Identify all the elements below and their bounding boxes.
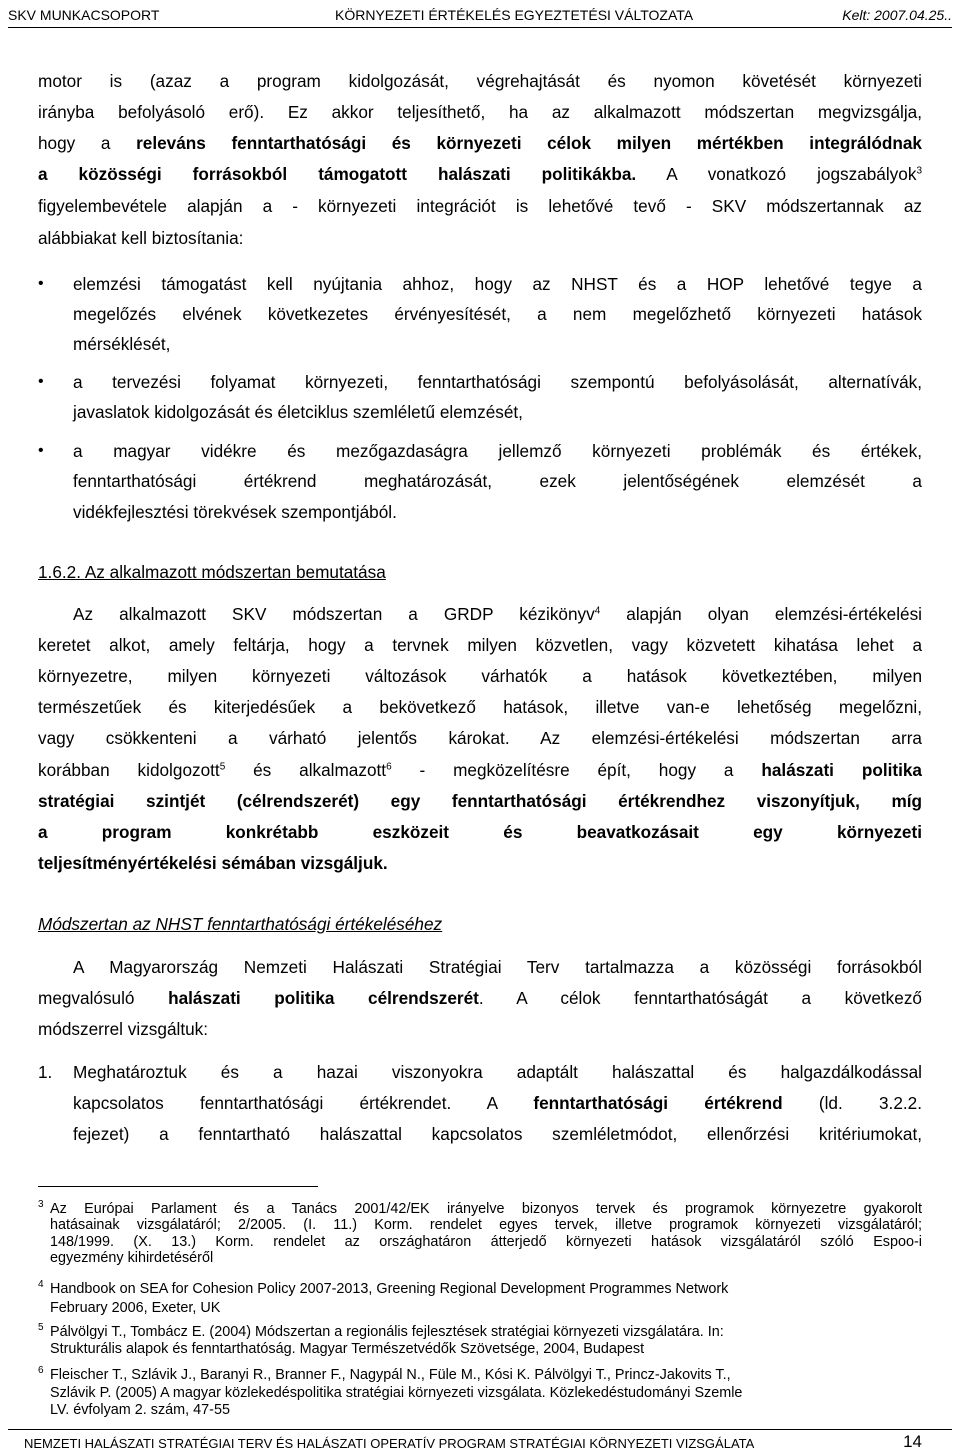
bullet-3-line-1: a magyar vidékre és mezőgazdaságra jellemző környezeti problémák és értékek,	[73, 441, 922, 461]
p2-line-9: teljesítményértékelési sémában vizsgáljuk.	[38, 853, 388, 873]
p3-line-3: módszerrel vizsgáltuk:	[38, 1019, 209, 1039]
item1-line-3: fejezet) a fenntartható halászattal kapcsolatos szemléletmódot, ellenőrzési kritériumokat,	[73, 1124, 922, 1144]
p3-line-2: megvalósuló halászati politika célrendszerét. A célok fenntarthatóságát a következő	[38, 988, 922, 1008]
footer-divider	[8, 1429, 952, 1430]
p1-line-2: irányba befolyásoló erő). Ez akkor teljesíthető, ha az alkalmazott módszertan megvizsgálja,	[38, 102, 922, 122]
footer-title: NEMZETI HALÁSZATI STRATÉGIAI TERV ÉS HALÁSZATI OPERATÍV PROGRAM STRATÉGIAI KÖRNYEZETI VIZSGÁLATA	[24, 1436, 755, 1451]
p1-line-3: hogy a releváns fenntarthatósági és környezeti célok milyen mértékben integrálódnak	[38, 133, 922, 153]
page-header	[8, 6, 952, 28]
p2-line-4: természetűek és kiterjedésűek a bekövetkező hatások, illetve van-e lehetőség megelőzni,	[38, 697, 922, 717]
item1-line-1: Meghatároztuk és a hazai viszonyokra adaptált halászattal és halgazdálkodással	[73, 1062, 922, 1082]
header-divider	[8, 27, 952, 28]
p1-line-4: a közösségi forrásokból támogatott halászati politikákba. A vonatkozó jogszabályok$^3$	[38, 164, 922, 184]
footnote-5: 5 Pálvölgyi T., Tombácz E. (2004) Módszertan a regionális fejlesztések stratégiai környezeti vizsgálatára. In: Strukturális alapok és fenntarthatóság. Magyar Természetvédők Szövetsége, 2004, Budapest	[38, 1322, 724, 1357]
p1-line-5: figyelembevétele alapján a - környezeti integrációt is lehetővé tevő - SKV módszertannak az	[38, 196, 922, 216]
bullet-1-line-1: elemzési támogatást kell nyújtania ahhoz, hogy az NHST és a HOP lehetővé tegye a	[73, 274, 922, 294]
footnote-3: 3 Az Európai Parlament és a Tanács 2001/42/EK irányelve bizonyos tervek és programok környezetre gyakorolt hatásainak vizsgálatáról; 2/2005. (I. 11.) Korm. rendelet egyes tervek, illetve programok környezeti vizsgálatáról; 148/1999. (X. 13.) Korm. rendelet az országhatáron átterjedő környezeti hatások vizsgálatáról szóló Espoo-i egyezmény kihirdetéséről	[38, 1199, 922, 1266]
item1-line-2: kapcsolatos fenntarthatósági értékrendet. A fenntarthatósági értékrend (ld. 3.2.2.	[73, 1093, 923, 1113]
bullet-1-line-2: megelőzés elvének következetes érvényesítését, a nem megelőzhető környezeti hatások	[73, 304, 922, 324]
section-heading: 1.6.2. Az alkalmazott módszertan bemutatása	[38, 562, 386, 582]
footnote-4: 4 Handbook on SEA for Cohesion Policy 2007-2013, Greening Regional Development Programmes Network February 2006, Exeter, UK	[38, 1279, 729, 1316]
p2-line-6: korábban kidolgozott$^5$ és alkalmazott$^6$ - megközelítésre épít, hogy a halászati politika	[38, 760, 922, 780]
p2-line-3: környezetre, milyen környezeti változások várhatók a hatások következtében, milyen	[38, 666, 922, 686]
bullet-1-line-3: mérséklését,	[73, 334, 171, 354]
bullet-dot: •	[38, 275, 44, 292]
p3-line-1: A Magyarország Nemzeti Halászati Stratégiai Terv tartalmazza a közösségi forrásokból	[73, 957, 922, 977]
footnote-divider	[38, 1186, 318, 1187]
bullet-3-line-2: fenntarthatósági értékrend meghatározását, ezek jelentőségének elemzését a	[73, 471, 922, 491]
header-left: SKV MUNKACSOPORT	[8, 7, 160, 23]
bullet-2-line-2: javaslatok kidolgozását és életciklus szemléletű elemzését,	[73, 402, 523, 422]
p2-line-7: stratégiai szintjét (célrendszerét) egy fenntarthatósági értékrendhez viszonyítjuk, míg	[38, 791, 922, 811]
p2-line-8: a program konkrétabb eszközeit és beavatkozásait egy környezeti	[38, 822, 922, 842]
p2-line-1: Az alkalmazott SKV módszertan a GRDP kézikönyv$^4$ alapján olyan elemzési-értékelési	[73, 604, 922, 624]
footnote-6: 6 Fleischer T., Szlávik J., Baranyi R., Branner F., Nagypál N., Füle M., Kósi K. Pálvölgyi T., Princz-Jakovits T., Szlávik P. (2005) A magyar közlekedéspolitika stratégiai környezeti vizsgálata. Közlekedéstudományi Szemle LV. évfolyam 2. szám, 47-55	[38, 1365, 743, 1418]
item-number: 1.	[38, 1062, 53, 1082]
bullet-2-line-1: a tervezési folyamat környezeti, fenntarthatósági szempontú befolyásolását, alternatívák,	[73, 372, 922, 392]
p2-line-2: keretet alkot, amely feltárja, hogy a tervnek milyen közvetlen, vagy közvetett kihatása lehet a	[38, 635, 922, 655]
p1-line-1: motor is (azaz a program kidolgozását, végrehajtását és nyomon követését környezeti	[38, 71, 922, 91]
p2-line-5: vagy csökkenteni a várható jelentős károkat. Az elemzési-értékelési módszertan arra	[38, 728, 922, 748]
bullet-3-line-3: vidékfejlesztési törekvések szempontjából.	[73, 502, 397, 522]
subheading: Módszertan az NHST fenntarthatósági értékeléséhez	[38, 914, 443, 934]
bullet-dot: •	[38, 442, 44, 459]
bullet-dot: •	[38, 373, 44, 390]
page-number: 14	[903, 1432, 922, 1451]
header-center: KÖRNYEZETI ÉRTÉKELÉS EGYEZTETÉSI VÁLTOZATA	[335, 7, 694, 23]
p1-line-6: alábbiakat kell biztosítania:	[38, 228, 244, 248]
header-date: Kelt: 2007.04.25..	[842, 7, 952, 23]
